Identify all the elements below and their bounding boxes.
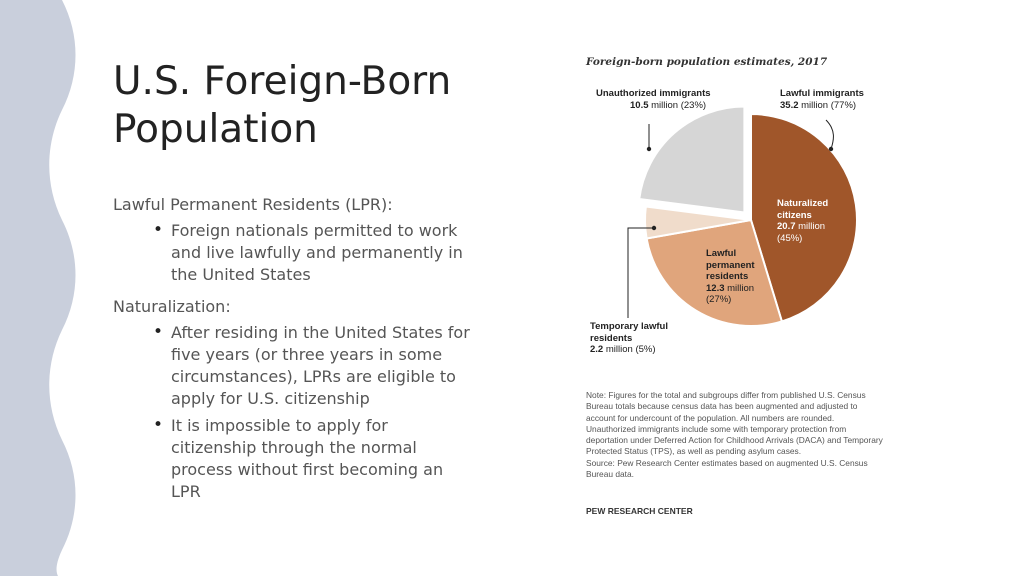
lawful-group-label	[780, 88, 864, 111]
chart-note	[586, 390, 884, 480]
slice-value: 2.2	[590, 344, 604, 355]
lawful-leader-line	[826, 120, 833, 149]
slice-value: 20.7	[777, 221, 796, 232]
temporary-leader-dot	[652, 226, 656, 230]
bullet-text: After residing in the United States for five years (or three years in some circumstances), LPRs are eligible to apply for U.S. citizenship	[171, 323, 470, 408]
group-unit: million	[801, 99, 829, 111]
unauthorized-slice	[639, 106, 744, 212]
lpr-bullet-item	[153, 220, 473, 286]
group-percent: (23%)	[680, 99, 707, 111]
slice-name-line: Naturalized	[777, 198, 829, 209]
chart-title: Foreign-born population estimates, 2017	[586, 56, 828, 68]
bullet-dot-icon: •	[153, 415, 164, 435]
bullet-text: It is impossible to apply for citizenship through the normal process without first becoming an LPR	[171, 416, 444, 501]
bullet-dot-icon: •	[153, 322, 164, 342]
source-text: Source: Pew Research Center estimates based on augmented U.S. Census Bureau data.	[586, 457, 868, 480]
naturalization-bullet-item	[153, 322, 473, 410]
note-text: Note: Figures for the total and subgroups differ from published U.S. Census Bureau totals because census data has been augmented and adjusted to account for undercount of the population. All numbers are rounded. Unauthorized immigrants include some with temporary protection from deportation under Deferred Action for Childhood Arrivals (DACA) and Temporary Protected Status (TPS), as well as pending asylum cases.	[586, 390, 883, 457]
group-unit: million	[651, 99, 679, 111]
lpr-slice-label	[706, 248, 755, 306]
slice-percent: (27%)	[706, 294, 732, 305]
group-percent: (77%)	[830, 99, 857, 111]
slice-name-line: residents	[590, 332, 633, 344]
slide-title	[113, 58, 533, 154]
unauthorized-group-label	[596, 88, 711, 111]
slice-name-line: Lawful	[706, 248, 737, 259]
lawful-leader-dot	[829, 147, 833, 151]
slice-value: 12.3	[706, 282, 725, 294]
slice-unit: million	[798, 221, 826, 232]
pie-chart-figure	[584, 50, 894, 520]
temporary-slice-label	[590, 321, 668, 356]
lpr-bullet-list	[113, 220, 473, 286]
bullet-dot-icon: •	[153, 220, 164, 240]
naturalization-heading: Naturalization:	[113, 297, 231, 316]
slice-percent: (45%)	[777, 232, 803, 244]
slice-unit: million	[605, 344, 633, 355]
group-value: 35.2	[780, 99, 799, 111]
lpr-heading: Lawful Permanent Residents (LPR):	[113, 195, 393, 214]
bullet-text: Foreign nationals permitted to work and live lawfully and permanently in the United States	[171, 221, 463, 284]
naturalization-bullet-list	[113, 322, 473, 503]
slice-name-line: residents	[706, 271, 749, 282]
naturalization-bullet-item	[153, 415, 473, 503]
slice-unit: million	[727, 282, 755, 294]
naturalized-slice-label	[777, 198, 828, 244]
group-name: Lawful immigrants	[780, 88, 864, 99]
group-value: 10.5	[630, 99, 649, 111]
slice-percent: (5%)	[635, 344, 656, 355]
wave-shape	[0, 0, 76, 576]
slide-body	[113, 194, 473, 508]
slice-name-line: Temporary lawful	[590, 321, 668, 332]
unauthorized-leader-dot	[647, 147, 651, 151]
slice-name-line: citizens	[777, 209, 812, 221]
source-brand: PEW RESEARCH CENTER	[586, 506, 693, 516]
title-line-1: U.S. Foreign-Born	[113, 59, 452, 104]
slice-name-line: permanent	[706, 259, 755, 271]
group-name: Unauthorized immigrants	[596, 88, 711, 99]
decorative-wave-band	[0, 0, 80, 576]
title-line-2: Population	[113, 107, 318, 152]
